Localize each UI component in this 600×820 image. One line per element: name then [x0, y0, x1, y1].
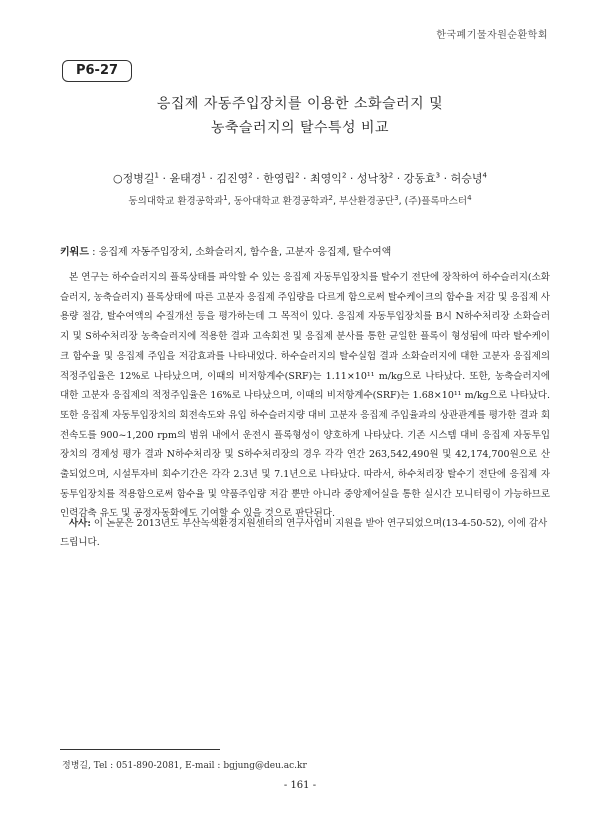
society-name: 한국폐기물자원순환학회	[436, 30, 548, 41]
affiliation: 부산환경공단	[339, 196, 395, 207]
keywords-label: 키워드	[60, 247, 89, 258]
author-name: 한영립	[263, 172, 296, 185]
page-number: - 161 -	[283, 780, 317, 791]
affiliation-mark: 4	[467, 193, 472, 202]
paper-code-badge: P6-27	[62, 60, 132, 82]
affiliation-mark: 1	[223, 193, 228, 202]
author-lead-mark: ○	[113, 172, 123, 185]
author-mark: 1	[154, 171, 159, 180]
affiliation: 동의대학교 환경공학과	[128, 196, 224, 207]
author-name: 김진영	[216, 172, 249, 185]
affiliation: 동아대학교 환경공학과	[233, 196, 329, 207]
keywords-line: 키워드 : 응집제 자동주입장치, 소화슬러지, 함수율, 고분자 응집제, 탈수여액	[60, 247, 392, 258]
affiliation: (주)플록마스터	[404, 196, 468, 207]
abstract-body	[60, 268, 550, 524]
title-line-1: 응집제 자동주입장치를 이용한 소화슬러지 및	[156, 96, 444, 112]
author-name: 성낙창	[356, 172, 389, 185]
author-name: 윤태경	[169, 172, 202, 185]
author-mark: 2	[295, 171, 300, 180]
acknowledgement	[60, 514, 550, 552]
author-mark: 2	[248, 171, 253, 180]
ack-label: 사사:	[69, 518, 91, 529]
affiliation-list: 동의대학교 환경공학과$^1$, 동아대학교 환경공학과$^2$, 부산환경공단$^3$, (주)플록마스터$^4$	[128, 193, 472, 207]
keywords-text: 응집제 자동주입장치, 소화슬러지, 함수율, 고분자 응집제, 탈수여액	[98, 247, 392, 258]
abstract-paragraph: 본 연구는 하수슬러지의 플록상태를 파악할 수 있는 응집제 자동투입장치를 탈수기 전단에 장착하여 하수슬러지(소화슬러지, 농축슬러지) 플록상태에 따른 고분자 응집제 주입량을 다르게 함으로써 탈수케이크의 함수율 저감 및 응집제 사용량 절감, 탈수여액의 수질개선 등을 평가하는데 그 목적이 있다. 응집제 자동투입장치를 B시 N하수처리장 소화슬러지 및 S하수처리장 농축슬러지에 적용한 결과 고속회전 및 응집제 분사를 통한 균일한 플록이 형성됨에 따라 탈수케이크 함수율 및 응집제 주입을 저감효과를 나타내었다. 하수슬러지의 탈수실험 결과 소화슬러지에 대한 고분자 응집제의 적정주입율은 12%로 나타났으며, 이때의 비저항계수(SRF)는 1.11×10¹¹ m/kg으로 나타났다. 또한, 농축슬러지에 대한 고분자 응집제의 적정주입율은 16%로 나타났으며, 이때의 비저항계수(SRF)는 1.68×10¹¹ m/kg으로 나타났다. 또한 응집제 자동투입장치의 회전속도와 유입 하수슬러지량 대비 고분자 응집제 주입율과의 상관관계를 평가한 결과 회전속도를 900~1,200 rpm의 범위 내에서 운전시 플록형성이 양호하게 나타났다. 기존 시스템 대비 응집제 자동투입장치의 경제성 평가 결과 N하수처리장 및 S하수처리장의 경우 각각 연간 263,542,490원 및 42,174,700원으로 산출되었으며, 시설투자비 회수기간은 각각 2.3년 및 7.1년으로 나타났다. 따라서, 하수처리장 탈수기 전단에 응집제 자동투입장치를 적용함으로써 함수율 및 약품주입량 저감 뿐만 아니라 중앙제어실을 통한 실시간 모니터링이 가능하므로 인력감축 유도 및 공정자동화에도 기여할 수 있을 것으로 판단된다.	[60, 272, 550, 520]
affiliation-mark: 2	[328, 193, 333, 202]
author-name: 정병길	[122, 172, 155, 185]
author-mark: 2	[341, 171, 347, 180]
author-mark: 1	[201, 171, 206, 180]
author-name: 최영익	[310, 172, 342, 185]
footnote-divider	[60, 749, 220, 750]
affiliation-mark: 3	[394, 193, 399, 202]
title-line-2: 농축슬러지의 탈수특성 비교	[210, 120, 390, 136]
corresponding-author-footnote: 정병길, Tel : 051-890-2081, E-mail : bgjung@deu.ac.kr	[62, 761, 307, 771]
ack-text: 이 논문은 2013년도 부산녹색환경지원센터의 연구사업비 지원을 받아 연구되었으며(13-4-50-52), 이에 감사드립니다.	[60, 518, 548, 548]
author-mark: 4	[482, 171, 487, 180]
author-mark: 3	[435, 171, 441, 180]
author-list: ○정병길$^1$ · 윤태경$^1$ · 김진영$^2$ · 한영립$^2$ · 최영익$^2$ · 성낙창$^2$ · 강동효$^3$ · 허승녕$^4$	[113, 171, 487, 185]
author-name: 허승녕	[450, 172, 483, 185]
author-mark: 2	[388, 171, 394, 180]
author-name: 강동효	[403, 172, 436, 185]
paper-title	[60, 92, 540, 140]
